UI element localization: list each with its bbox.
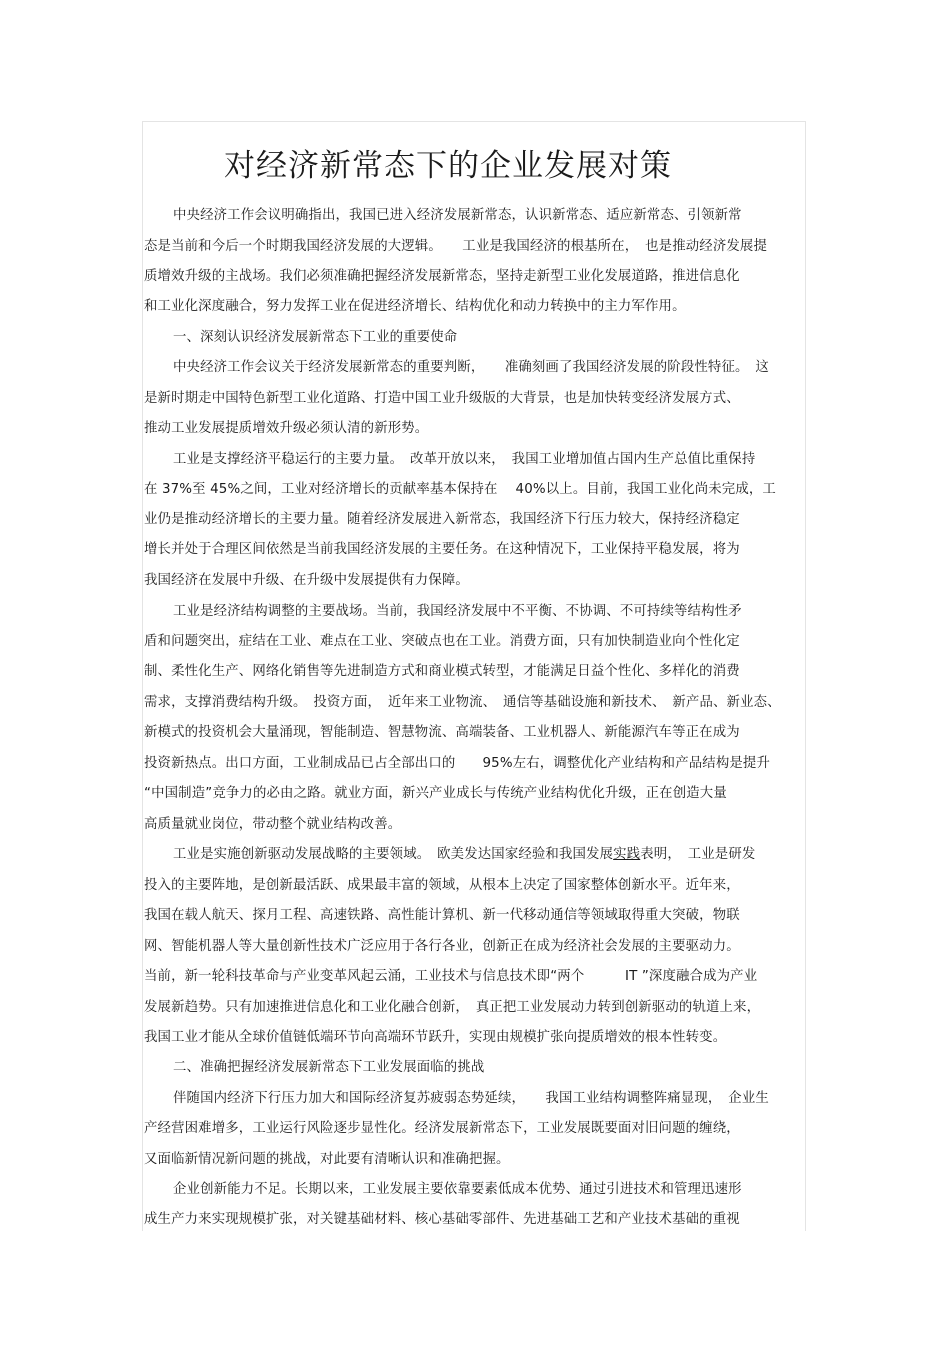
text-line: 伴随国内经济下行压力加大和国际经济复苏疲弱态势延续， 我国工业结构调整阵痛显现， 企业生 xyxy=(173,1091,769,1106)
text-line xyxy=(173,845,755,865)
section-heading-2: 二、准确把握经济发展新常态下工业发展面临的挑战 xyxy=(173,1060,485,1075)
text-line: 高质量就业岗位，带动整个就业结构改善。 xyxy=(144,817,402,832)
text-line: 中央经济工作会议关于经济发展新常态的重要判断， 准确刻画了我国经济发展的阶段性特征。 这 xyxy=(173,360,769,375)
text-line: 投资新热点。出口方面，工业制成品已占全部出口的 95%左右，调整优化产业结构和产品结构是提升 xyxy=(144,756,770,771)
text-line: 态是当前和今后一个时期我国经济发展的大逻辑。 工业是我国经济的根基所在， 也是推动经济发展提 xyxy=(144,239,768,254)
text-line: 新模式的投资机会大量涌现，智能制造、智慧物流、高端装备、工业机器人、新能源汽车等正在成为 xyxy=(144,725,740,740)
link-shijian[interactable]: 实践 xyxy=(613,847,641,862)
text-line: 网、智能机器人等大量创新性技术广泛应用于各行各业，创新正在成为经济社会发展的主要驱动力。 xyxy=(144,939,740,954)
text-line: 我国在载人航天、探月工程、高速铁路、高性能计算机、新一代移动通信等领域取得重大突破，物联 xyxy=(144,908,740,923)
text-line: 盾和问题突出，症结在工业、难点在工业、突破点也在工业。消费方面，只有加快制造业向个性化定 xyxy=(144,634,740,649)
text-line: 推动工业发展提质增效升级必须认清的新形势。 xyxy=(144,421,429,436)
text-line: 增长并处于合理区间依然是当前我国经济发展的主要任务。在这种情况下，工业保持平稳发展，将为 xyxy=(144,542,740,557)
text-segment: 工业是实施创新驱动发展战略的主要领域。 欧美发达国家经验和我国发展 xyxy=(173,847,614,862)
text-line: 我国工业才能从全球价值链低端环节向高端环节跃升，实现由规模扩张向提质增效的根本性转变。 xyxy=(144,1030,727,1045)
text-line: 需求，支撑消费结构升级。 投资方面， 近年来工业物流、 通信等基础设施和新技术、 新产品、新业态、 xyxy=(144,695,781,710)
text-line: 中央经济工作会议明确指出，我国已进入经济发展新常态，认识新常态、适应新常态、引领新常 xyxy=(173,208,742,223)
text-line: 发展新趋势。只有加速推进信息化和工业化融合创新， 真正把工业发展动力转到创新驱动的轨道上来， xyxy=(144,1000,761,1015)
text-line: 和工业化深度融合，努力发挥工业在促进经济增长、结构优化和动力转换中的主力军作用。 xyxy=(144,299,686,314)
text-line: 制、柔性化生产、网络化销售等先进制造方式和商业模式转型，才能满足日益个性化、多样化的消费 xyxy=(144,664,740,679)
text-line: 在 37%至 45%之间，工业对经济增长的贡献率基本保持在 40%以上。目前，我国工业化尚未完成，工 xyxy=(144,482,776,497)
text-line: 当前，新一轮科技革命与产业变革风起云涌，工业技术与信息技术即“两个 IT ”深度融合成为产业 xyxy=(144,969,758,984)
text-line: 工业是经济结构调整的主要战场。当前，我国经济发展中不平衡、不协调、不可持续等结构性矛 xyxy=(173,604,742,619)
text-line: 又面临新情况新问题的挑战，对此要有清晰认识和准确把握。 xyxy=(144,1152,510,1167)
text-line: 产经营困难增多，工业运行风险逐步显性化。经济发展新常态下，工业发展既要面对旧问题的缠绕， xyxy=(144,1121,740,1136)
text-line: 业仍是推动经济增长的主要力量。随着经济发展进入新常态，我国经济下行压力较大，保持经济稳定 xyxy=(144,512,740,527)
text-line: 企业创新能力不足。长期以来，工业发展主要依靠要素低成本优势、通过引进技术和管理迅速形 xyxy=(173,1182,742,1197)
text-line: 工业是支撑经济平稳运行的主要力量。 改革开放以来， 我国工业增加值占国内生产总值比重保持 xyxy=(173,452,756,467)
document-title: 对经济新常态下的企业发展对策 xyxy=(224,147,672,184)
section-heading-1: 一、深刻认识经济发展新常态下工业的重要使命 xyxy=(173,330,458,345)
text-line: 质增效升级的主战场。我们必须准确把握经济发展新常态，坚持走新型工业化发展道路，推进信息化 xyxy=(144,269,740,284)
text-line: 投入的主要阵地，是创新最活跃、成果最丰富的领域，从根本上决定了国家整体创新水平。近年来， xyxy=(144,878,740,893)
text-line: “中国制造”竞争力的必由之路。就业方面，新兴产业成长与传统产业结构优化升级，正在创造大量 xyxy=(144,786,727,801)
text-line: 成生产力来实现规模扩张，对关键基础材料、核心基础零部件、先进基础工艺和产业技术基础的重视 xyxy=(144,1212,740,1227)
text-line: 是新时期走中国特色新型工业化道路、打造中国工业升级版的大背景，也是加快转变经济发展方式、 xyxy=(144,391,740,406)
text-segment: 表明， 工业是研发 xyxy=(640,847,756,862)
text-line: 我国经济在发展中升级、在升级中发展提供有力保障。 xyxy=(144,573,469,588)
